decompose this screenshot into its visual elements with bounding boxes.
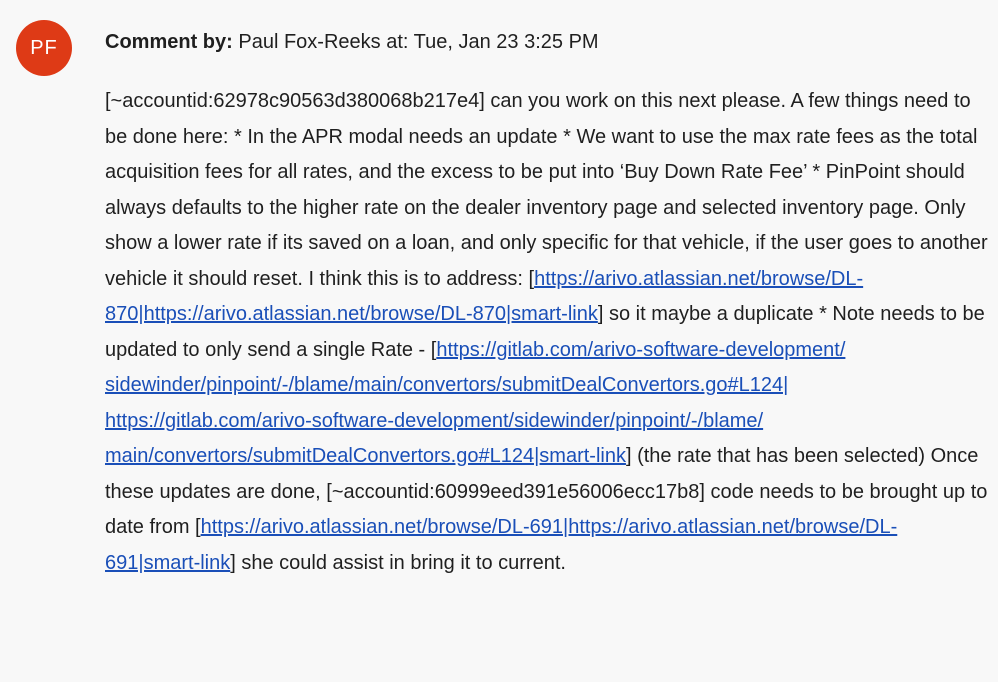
comment-link-dl-691[interactable]: https://arivo.atlassian.net/browse/DL-​691|https://arivo.atlassian.net/browse/DL-691|smart-link bbox=[105, 516, 898, 574]
comment-text-4: ] she could assist in bring it to current. bbox=[230, 551, 566, 574]
comment-header bbox=[105, 29, 599, 55]
comment-body bbox=[105, 84, 990, 581]
avatar[interactable] bbox=[16, 20, 72, 76]
comment-text-2: ] so it maybe a duplicate * Note needs to be updated to only send a single Rate - [ bbox=[105, 303, 985, 361]
comment-label: Comment by: bbox=[105, 31, 233, 53]
comment-text-3: ] (the rate that has been selected) Once these updates are done, [~accountid:60999eed391e56006ecc17b8] code needs to be brought up to date from [ bbox=[105, 445, 988, 538]
comment-timestamp: Tue, Jan 23 3:25 PM bbox=[413, 31, 599, 53]
comment-text-1: [~accountid:62978c90563d380068b217e4] can you work on this next please. A few things need to be done here: * In the APR modal needs an update * We want to use the max rate fees as the total acquisition fees for all rates, and the excess to be put into ‘Buy Down Rate Fee’ * PinPoint should always defaults to the higher rate on the dealer inventory page and selected inventory page. Only show a lower rate if its saved on a loan, and only specific for that vehicle, if the user goes to another vehicle it should reset. I think this is to address: [ bbox=[105, 90, 988, 290]
comment-at: at: bbox=[386, 31, 409, 53]
comment-link-dl-870[interactable]: https://arivo.atlassian.net/browse/DL-870|https://arivo.​atlassian.net/browse/DL-870|smart-link bbox=[105, 267, 864, 325]
comment-author[interactable]: Paul Fox-Reeks bbox=[238, 31, 381, 53]
comment-link-gitlab-blame[interactable]: https://gitlab.com/arivo-software-development/​sidewinder/pinpoint/-/blame/main/convertors/submitDealConvertors.go#L124|​https://gitlab.com/arivo-software-development/sidewinder/pinpoint/-/blame/​main/convertors/submitDealConvertors.go#L124|smart-link bbox=[105, 338, 846, 467]
avatar-initials: PF bbox=[30, 36, 58, 59]
